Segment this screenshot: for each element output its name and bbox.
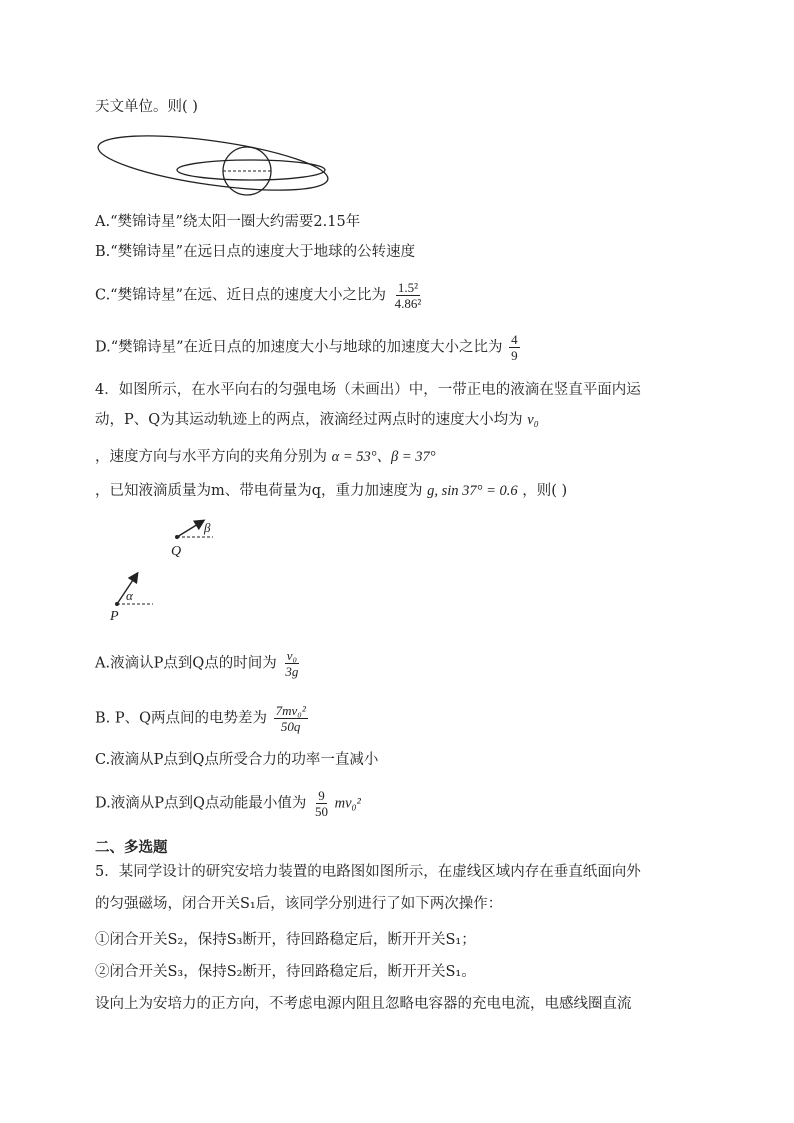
q4-option-a: [95, 648, 300, 679]
q4-line-2-text: 动，P、Q为其运动轨迹上的两点，液滴经过两点时的速度大小均为: [95, 412, 523, 428]
q4-line-1: 4．如图所示，在水平向右的匀强电场（未画出）中，一带正电的液滴在竖直平面内运: [95, 382, 641, 398]
q5-line-5: 设向上为安培力的正方向，不考虑电源内阻且忽略电容器的充电电流，电感线圈直流: [95, 996, 632, 1012]
label-alpha: α: [126, 588, 133, 603]
earth-orbit: [177, 160, 325, 180]
q4-line-3: [95, 447, 436, 467]
label-q: Q: [171, 544, 182, 559]
q3-tail: 天文单位。则( ): [95, 99, 198, 115]
q4-option-c: C.液滴从P点到Q点所受合力的功率一直减小: [95, 752, 379, 768]
velocity-q-arrow: [177, 521, 203, 537]
q4-option-d-numerator: 9: [318, 788, 325, 803]
q4-line-4-text: ，已知液滴质量为m、带电荷量为q，重力加速度为: [95, 483, 423, 499]
q4-option-a-denominator: 3g: [285, 664, 299, 679]
q5-line-1: 5．某同学设计的研究安培力装置的电路图如图所示，在虚线区域内存在垂直纸面向外: [95, 864, 641, 880]
q4-line-2: [95, 410, 539, 430]
q4-option-b: [95, 703, 308, 734]
q3-option-b: B.“樊锦诗星”在远日点的速度大于地球的公转速度: [95, 244, 416, 260]
q3-option-d-denominator: 9: [511, 348, 518, 363]
q4-line-3-math: α = 53°、β = 37°: [331, 449, 436, 465]
q5-operation-1: ①闭合开关S₂，保持S₃断开，待回路稳定后，断开开关S₁；: [95, 932, 476, 948]
q4-option-d-denominator: 50: [314, 804, 328, 819]
q4-option-b-denominator: 50q: [280, 719, 301, 734]
q3-option-d: [95, 332, 520, 363]
q3-option-a: A.“樊锦诗星”绕太阳一圈大约需要2.15年: [95, 214, 361, 230]
q3-option-c: [95, 280, 423, 311]
q4-line-2-symbol: v₀: [527, 412, 539, 428]
q4-option-b-numerator: 7mv₀²: [275, 703, 306, 718]
q3-option-d-text: D.“樊锦诗星”在近日点的加速度大小与地球的加速度大小之比为: [95, 339, 503, 356]
q4-option-a-text: A.液滴认P点到Q点的时间为: [95, 655, 277, 672]
q4-option-d-suffix: mv₀²: [334, 795, 361, 812]
label-p: P: [110, 609, 119, 624]
q4-line-3-text: ，速度方向与水平方向的夹角分别为: [95, 449, 327, 465]
q4-line-4: [95, 481, 567, 501]
orbit-figure: [95, 128, 335, 200]
q4-option-d: [95, 788, 361, 819]
asteroid-orbit: [95, 128, 331, 200]
q4-option-d-fraction: [313, 788, 330, 819]
q4-option-a-fraction: [283, 648, 300, 679]
q3-option-c-text: C.“樊锦诗星”在远、近日点的速度大小之比为: [95, 287, 387, 304]
label-beta: β: [204, 520, 211, 535]
q4-option-b-text: B. P、Q两点间的电势差为: [95, 710, 268, 727]
section-heading: 二、多选题: [95, 839, 168, 856]
q4-option-d-text: D.液滴从P点到Q点动能最小值为: [95, 795, 307, 812]
q3-option-d-fraction: [509, 332, 520, 363]
q3-option-c-fraction: [393, 280, 424, 311]
q3-option-d-numerator: 4: [511, 332, 518, 347]
q4-option-a-numerator: v₀: [286, 648, 297, 663]
q4-line-4-math: g, sin 37° = 0.6: [427, 483, 518, 499]
q4-option-b-fraction: [274, 703, 308, 734]
q4-line-4-post: ，则( ): [522, 483, 568, 499]
q5-operation-2: ②闭合开关S₃，保持S₂断开，待回路稳定后，断开开关S₁。: [95, 964, 476, 980]
trajectory-figure: [100, 510, 230, 625]
q5-line-2: 的匀强磁场，闭合开关S₁后，该同学分别进行了如下两次操作：: [95, 896, 503, 912]
q3-option-c-denominator: 4.86²: [394, 296, 422, 311]
q3-option-c-numerator: 1.5²: [397, 280, 419, 295]
